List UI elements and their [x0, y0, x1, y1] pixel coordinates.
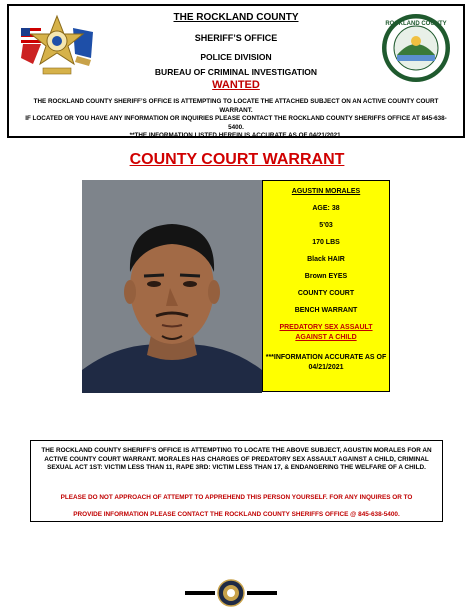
footer-rule-left [185, 591, 215, 595]
notice-line-3: **THE INFORMATION LISTED HEREIN IS ACCURATE AS OF 04/21/2021. [129, 132, 343, 139]
details-box [30, 440, 443, 522]
details-paragraph: THE ROCKLAND COUNTY SHERIFF’S OFFICE IS ATTEMPTING TO LOCATE THE ABOVE SUBJECT, AGUSTIN MORALES FOR AN ACTIVE COUNTY COURT WARRANT. MORALES HAS CHARGES OF PREDATORY SEX ASSAULT AGAINST A CHILD, CRIMINAL SEXUAL ACT 1ST: VICTIM LESS THAN 11, RAPE 3RD: VICTIM LESS THAN 17, & ENDANGERING THE WELFARE OF A CHILD. [41, 447, 432, 472]
svg-text:ROCKLAND COUNTY: ROCKLAND COUNTY [385, 21, 447, 27]
suspect-photo [82, 180, 262, 393]
footer-badge-icon [217, 579, 245, 607]
footer-rule-right [247, 591, 277, 595]
wanted-label: WANTED [212, 79, 260, 91]
subject-height: 5’03 [319, 222, 333, 229]
notice-line-1: THE ROCKLAND COUNTY SHERIFF’S OFFICE IS ATTEMPTING TO LOCATE THE ATTACHED SUBJECT ON AN ACTIVE COUNTY COURT WARRANT. [33, 98, 439, 114]
subject-hair: Black HAIR [307, 256, 345, 263]
warning-line-2: PROVIDE INFORMATION PLEASE CONTACT THE ROCKLAND COUNTY SHERIFFS OFFICE @ 845-638-5400. [73, 511, 400, 518]
subject-age: AGE: 38 [312, 205, 340, 212]
subject-eyes: Brown EYES [304, 273, 348, 280]
subject-info-box [262, 180, 390, 392]
agency-name: THE ROCKLAND COUNTY [173, 12, 299, 23]
warrant-type: BENCH WARRANT [294, 307, 358, 314]
charge-line-1: PREDATORY SEX ASSAULT [279, 324, 373, 331]
subject-name: AGUSTIN MORALES [291, 188, 361, 195]
division-name: POLICE DIVISION [200, 52, 272, 62]
accuracy-line-2: 04/21/2021 [308, 364, 344, 371]
accuracy-line-1: ***INFORMATION ACCURATE AS OF [265, 354, 387, 361]
bureau-name: BUREAU OF CRIMINAL INVESTIGATION [154, 67, 318, 77]
notice-line-2: IF LOCATED OR YOU HAVE ANY INFORMATION OR INQUIRIES PLEASE CONTACT THE ROCKLAND COUNTY SHERIFFS OFFICE AT 845-638-5400. [25, 115, 447, 131]
charge-line-2: AGAINST A CHILD [295, 334, 357, 341]
header-box [7, 4, 465, 138]
warning-line-1: PLEASE DO NOT APPROACH OF ATTEMPT TO APPREHEND THIS PERSON YOURSELF. FOR ANY INQUIRES OR TO [60, 494, 413, 501]
subject-weight: 170 LBS [312, 239, 340, 246]
office-name: SHERIFF’S OFFICE [194, 33, 278, 43]
court-name: COUNTY COURT [297, 290, 355, 297]
page-title: COUNTY COURT WARRANT [129, 151, 345, 168]
header-notice [19, 98, 453, 141]
